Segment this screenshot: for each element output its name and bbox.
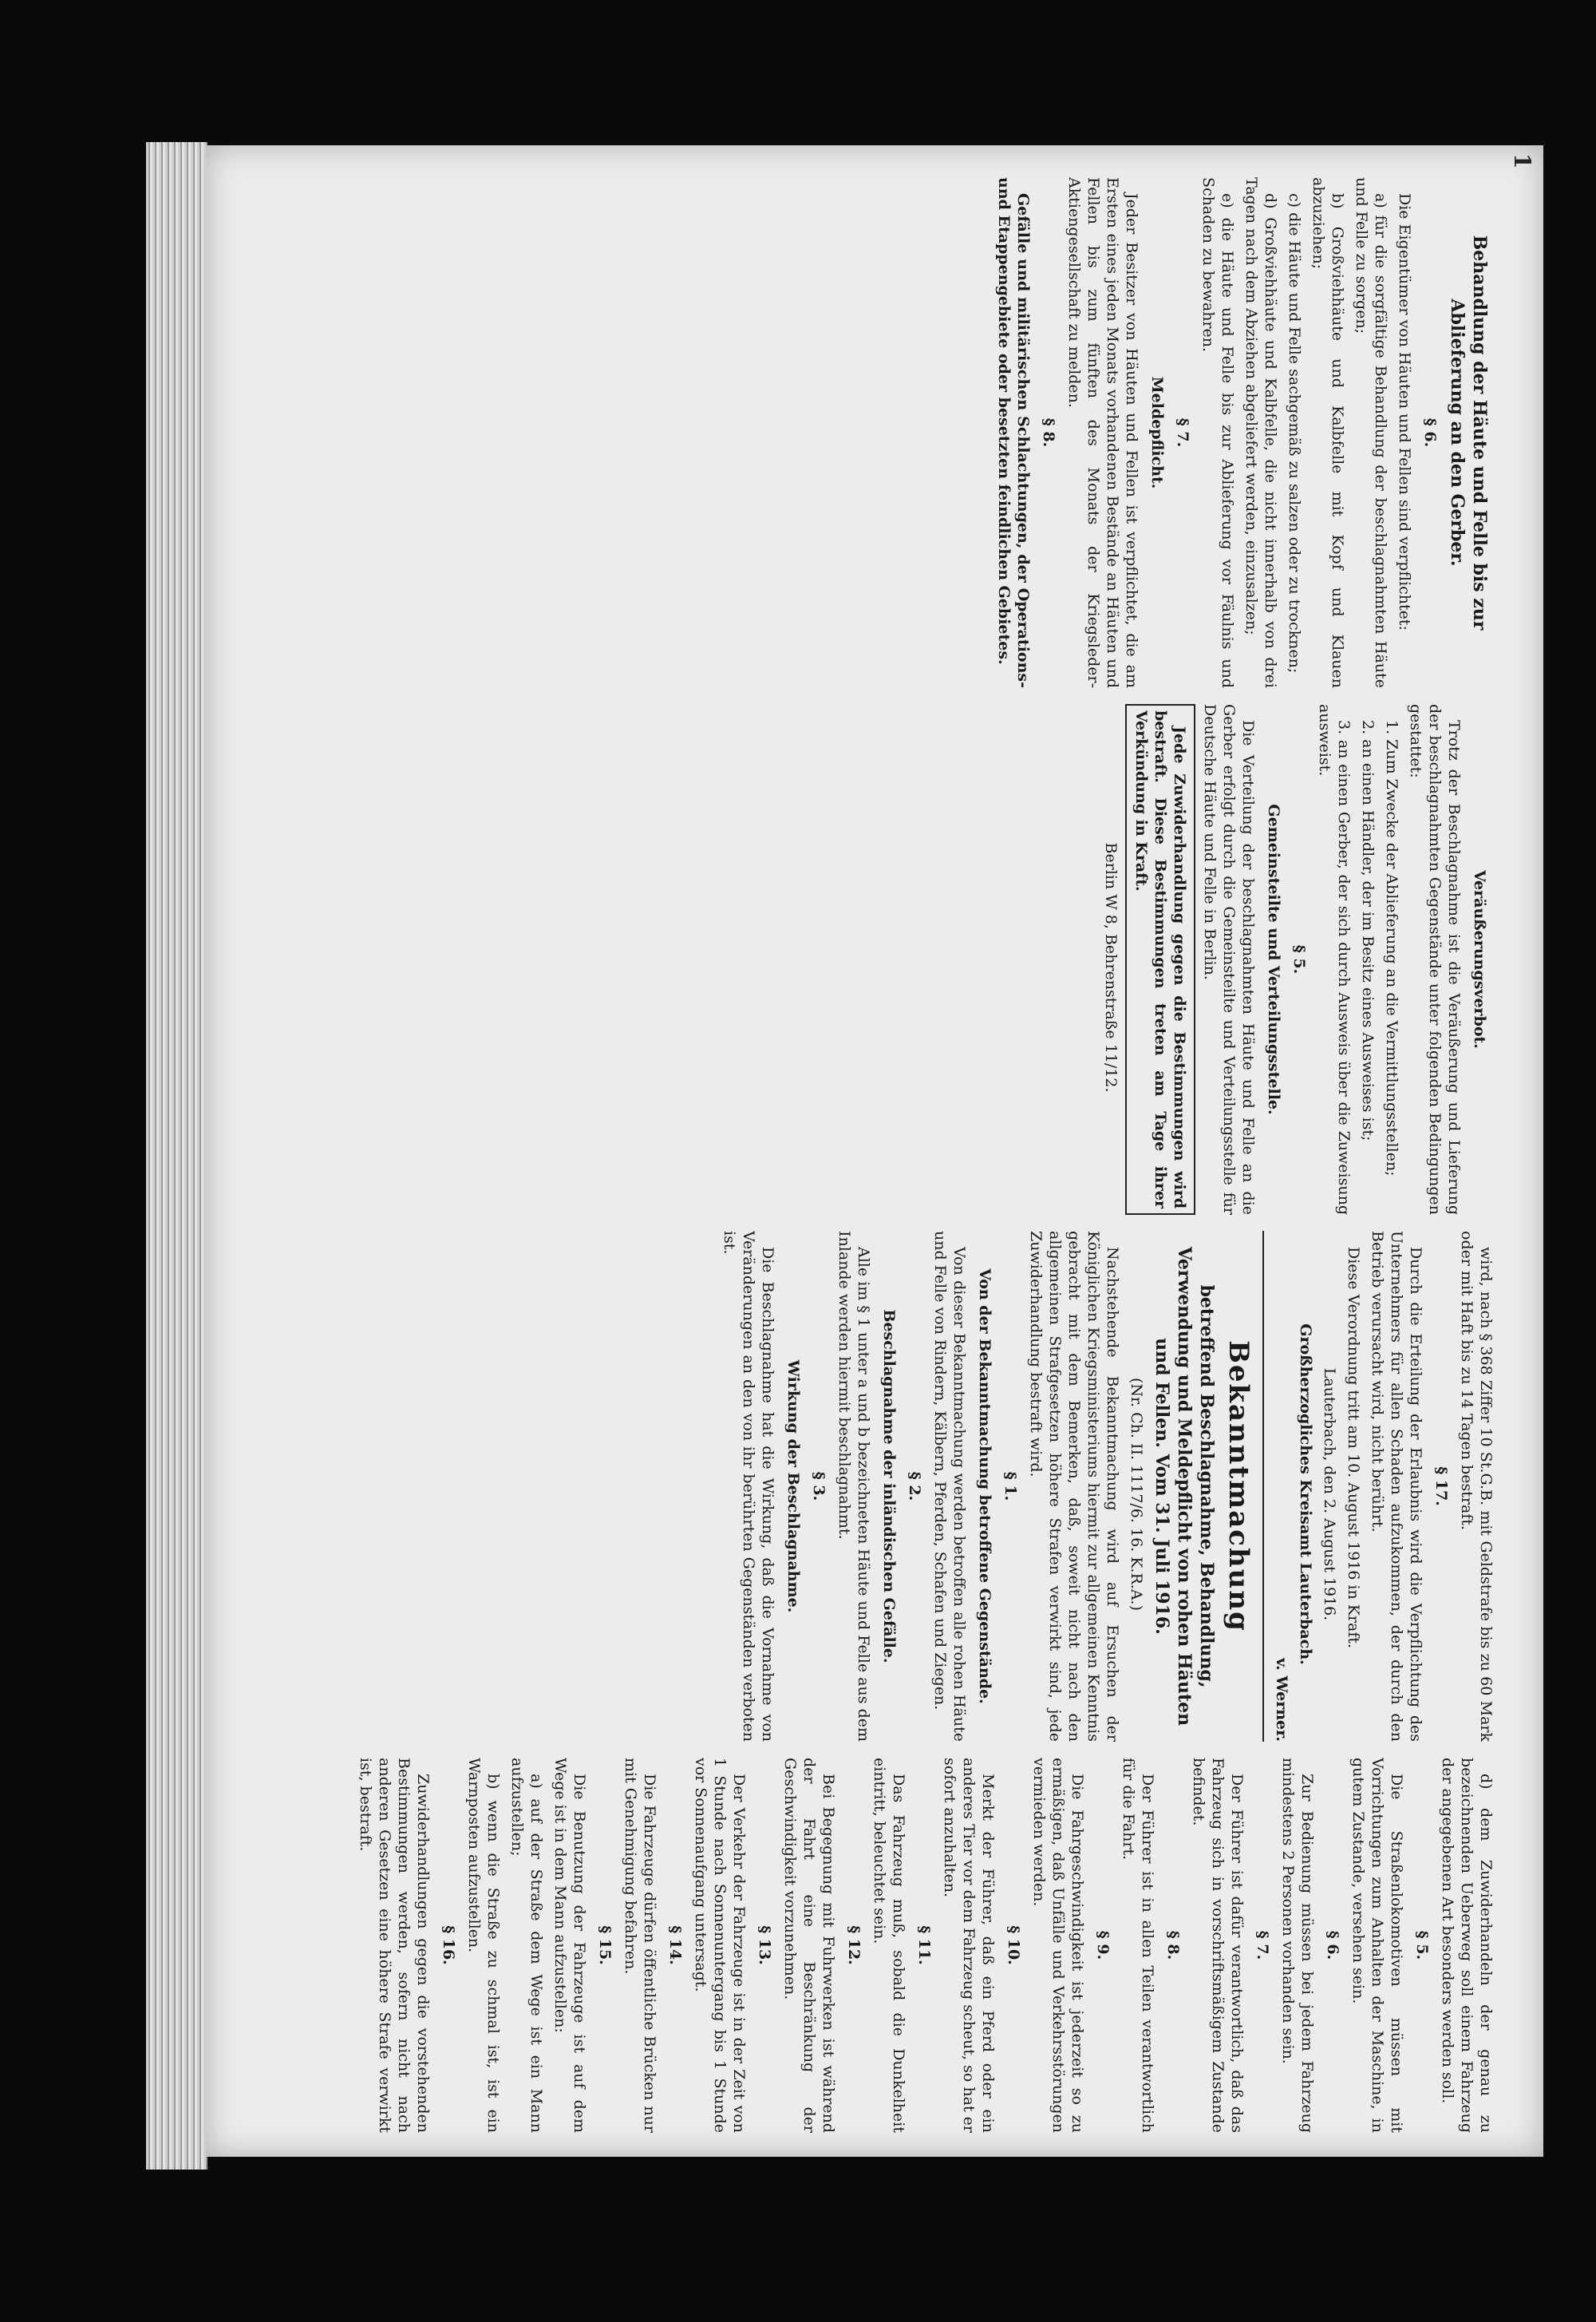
column-4 — [298, 1758, 1495, 2133]
body-text: Die Verteilung der beschlagnahmten Häute und Felle an die Gerber erfolgt durch die Gemeinsteilte und Verteilungsstelle für Deutsche Häute und Felle in Berlin. — [1201, 704, 1257, 1215]
column-3 — [298, 1231, 1495, 1742]
paragraph-number: § 6. — [1421, 417, 1439, 448]
section-heading: Behandlung der Häute und Felle bis zur Ablieferung an den Gerber. — [1447, 235, 1490, 631]
paragraph-number: § 1. — [1001, 1471, 1019, 1501]
subheading: Meldepflicht. — [1148, 376, 1166, 489]
list-item: 2. an einen Händler, der im Besitz eines Ausweises ist; — [1359, 720, 1377, 1141]
divider — [1262, 1231, 1264, 1742]
notice-box: Jede Zuwiderhandlung gegen die Bestimmungen wird bestraft. Diese Bestimmungen treten am Tage ihrer Verkündung in Kraft. — [1125, 704, 1195, 1215]
body-text: Von dieser Bekanntmachung werden betroffen alle rohen Häute und Felle von Rindern, Kälbern, Pferden, Schafen und Ziegen. — [931, 1231, 968, 1742]
paragraph-number: § 16. — [440, 1925, 457, 1965]
body-text: Die Fahrzeuge dürfen öffentliche Brücken nur mit Genehmigung befahren. — [622, 1758, 658, 2133]
reference-number: (Nr. Ch. II. 1117/6. 16. K.R.A.) — [1128, 1378, 1145, 1611]
list-item: a) auf der Straße dem Wege ist ein Mann aufzustellen; — [508, 1758, 545, 2133]
place-date: Lauterbach, den 2. August 1916. — [1321, 1367, 1338, 1621]
footer-text: Gefälle und militärischen Schlachtungen, der Operations- und Etappengebiete oder besetzten feindlichen Gebietes. — [995, 177, 1032, 688]
paragraph-number: § 5. — [1413, 1930, 1431, 1960]
body-text: Durch die Erteilung der Erlaubnis wird die Verpflichtung des Unternehmers für allen Schaden aufzukommen, der durch den Betrieb verursacht wird, nicht berührt. — [1369, 1231, 1424, 1742]
list-item: 3. an einen Gerber, der sich durch Ausweis über die Zuweisung ausweist. — [1316, 704, 1353, 1215]
body-text: Alle im § 1 unter a und b bezeichneten Häute und Felle aus dem Inlande werden hiermit beschlagnahmt. — [836, 1231, 872, 1742]
newspaper-page — [206, 145, 1543, 2157]
list-item: a) für die sorgfältige Behandlung der beschlagnahmten Häute und Felle zu sorgen; — [1353, 177, 1389, 688]
body-text: Die Eigentümer von Häuten und Fellen sind verpflichtet: — [1396, 193, 1413, 631]
body-text: Der Führer ist dafür verantwortlich, daß das Fahrzeug sich in vorschriftsmäßigem Zustande befindet. — [1190, 1758, 1246, 2133]
announcement-title: Bekanntmachung — [1223, 1340, 1254, 1632]
rotated-page-content — [206, 145, 1543, 2157]
list-item: d) dem Zuwiderhandeln der genau zu bezeichnenden Ueberweg soll einem Fahrzeug der angegebenen Art besonders werden soll. — [1439, 1758, 1495, 2133]
book-page-edges — [146, 142, 207, 2170]
body-text: Merkt der Führer, daß ein Pferd oder ein anderes Tier vor dem Fahrzeug scheut, so hat er sofort anzuhalten. — [941, 1758, 997, 2133]
paragraph-number: § 13. — [756, 1925, 773, 1965]
body-text: Die Benutzung der Fahrzeuge ist auf dem Wege ist in dem Mann aufzustellen: — [551, 1758, 588, 2133]
list-item: e) die Häute und Felle bis zur Ablieferung vor Fäulnis und Schaden zu bewahren. — [1199, 177, 1236, 688]
body-text: Das Fahrzeug muß, sobald die Dunkelheit eintritt, beleuchtet sein. — [871, 1758, 907, 2133]
list-item: c) die Häute und Felle sachgemäß zu salzen oder zu trocknen; — [1286, 193, 1303, 674]
body-text: Der Führer ist in allen Teilen verantwortlich für die Fahrt. — [1120, 1758, 1156, 2133]
paragraph-number: § 5. — [1290, 944, 1308, 975]
paragraph-number: § 17. — [1432, 1466, 1450, 1506]
subheading: Beschlagnahme der inländischen Gefälle. — [880, 1309, 898, 1663]
body-text: wird, nach § 368 Ziffer 10 St.G.B. mit Geldstrafe bis zu 60 Mark oder mit Haft bis zu 14 Tagen bestraft. — [1458, 1231, 1495, 1742]
body-text: Zur Bedienung müssen bei jedem Fahrzeug mindestens 2 Personen vorhanden sein. — [1279, 1758, 1316, 2133]
paragraph-number: § 12. — [845, 1925, 863, 1965]
body-text: Der Verkehr der Fahrzeuge ist in der Zeit von 1 Stunde nach Sonnenuntergang bis 1 Stunde vor Sonnenaufgang untersagt. — [692, 1758, 748, 2133]
paragraph-number: § 15. — [596, 1925, 614, 1965]
list-item: b) wenn die Straße zu schmal ist, ist ein Warnposten aufzustellen. — [465, 1758, 502, 2133]
body-text: Die Beschlagnahme hat die Wirkung, daß die Vornahme von Veränderungen an den von ihr berührten Gegenständen verboten ist. — [721, 1231, 776, 1742]
column-2 — [298, 704, 1495, 1215]
subheading: Veräußerungsverbot. — [1471, 870, 1488, 1049]
issuing-office: Großherzogliches Kreisamt Lauterbach. — [1297, 1323, 1314, 1665]
list-item: d) Großviehhäute und Kalbfelle, die nicht innerhalb von drei Tagen nach dem Abziehen abgeliefert werden, einzusalzen; — [1242, 177, 1279, 688]
body-text: Trotz der Beschlagnahme ist die Veräußerung und Lieferung der beschlagnahmten Gegenstände unter folgenden Bedingungen gestattet: — [1407, 704, 1463, 1215]
body-text: Die Straßenlokomotiven müssen mit Vorrichtungen zum Anhalten der Maschine, in gutem Zustande, versehen sein. — [1349, 1758, 1405, 2133]
list-item: 1. Zum Zwecke der Ablieferung an die Vermittlungsstellen; — [1383, 720, 1400, 1177]
paragraph-number: § 9. — [1094, 1930, 1112, 1960]
body-text: Diese Verordnung tritt am 10. August 1916 in Kraft. — [1345, 1247, 1362, 1649]
paragraph-number: § 11. — [915, 1925, 933, 1965]
subheading: Von der Bekanntmachung betroffene Gegenstände. — [976, 1268, 994, 1704]
paragraph-number: § 8. — [1040, 417, 1057, 448]
body-text: Bei Begegnung mit Fuhrwerken ist während der Fahrt eine Beschränkung der Geschwindigkeit vorzunehmen. — [781, 1758, 837, 2133]
list-item: b) Großviehhäute und Kalbfelle mit Kopf und Klauen abzuziehen; — [1310, 177, 1346, 688]
paragraph-number: § 3. — [810, 1471, 828, 1501]
body-text: Zuwiderhandlungen gegen die vorstehenden Bestimmungen werden, sofern nicht nach anderen Gesetzen eine höhere Strafe verwirkt ist, bestraft. — [357, 1758, 432, 2133]
paragraph-number: § 6. — [1324, 1930, 1341, 1960]
paragraph-number: § 7. — [1254, 1930, 1271, 1960]
column-1 — [298, 177, 1495, 688]
paragraph-number: § 8. — [1164, 1930, 1182, 1960]
body-text: Die Fahrgeschwindigkeit ist jederzeit so zu ermäßigen, daß Unfälle und Verkehrsstörungen vermieden werden. — [1030, 1758, 1086, 2133]
paragraph-number: § 2. — [906, 1471, 923, 1501]
signature: v. Werner. — [1273, 1657, 1290, 1742]
subheading: Gemeinsteilte und Verteilungsstelle. — [1265, 804, 1282, 1115]
announcement-subtitle: betreffend Beschlagnahme, Behandlung, Verwendung und Meldepflicht von rohen Häuten und Fellen. Vom 31. Juli 1916. — [1152, 1246, 1217, 1727]
body-text: Nachstehende Bekanntmachung wird auf Ersuchen der Königlichen Kriegsministeriums hiermit zur allgemeinen Kenntnis gebracht mit dem Bemerken, daß, soweit nicht nach den allgemeinen Strafgesetzen höhere Strafen verwirkt sind, jede Zuwiderhandlung bestraft wird. — [1027, 1231, 1121, 1742]
address: Berlin W 8, Behrenstraße 11/12. — [1102, 842, 1120, 1093]
body-text: Jeder Besitzer von Häuten und Fellen ist verpflichtet, die am Ersten eines jeden Monats vorhandenen Bestände an Häuten und Fellen bis zum fünften des Monats der Kriegsleder-Aktiengesellschaft zu melden. — [1065, 177, 1140, 688]
paragraph-number: § 14. — [666, 1925, 684, 1965]
page-number: 1 — [1509, 153, 1535, 169]
paragraph-number: § 7. — [1174, 417, 1191, 448]
subheading: Wirkung der Beschlagnahme. — [784, 1359, 802, 1613]
paragraph-number: § 10. — [1005, 1925, 1022, 1965]
